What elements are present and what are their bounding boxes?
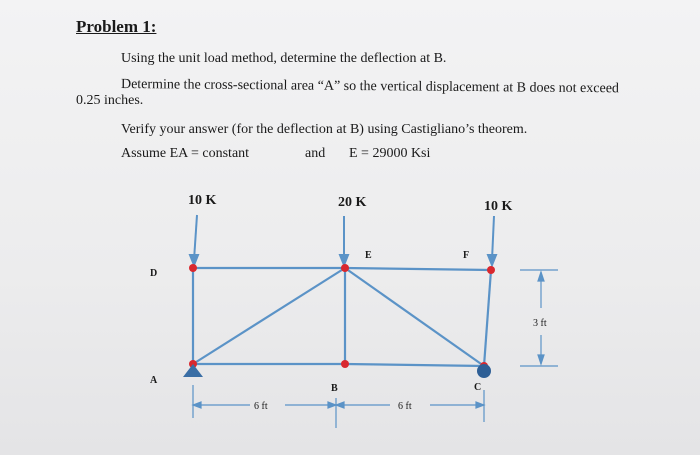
instruction-line-3: 0.25 inches. [76,93,144,108]
dim-label-left-span: 6 ft [254,401,268,412]
member-BC [345,364,484,366]
joint-F [487,266,495,274]
load-arrowhead-left [190,255,198,265]
instruction-line-1: Using the unit load method, determine the deflection at B. [121,51,447,66]
and-text: and [305,146,326,161]
load-arrowhead-middle [340,255,348,265]
problem-title: Problem 1: [76,17,157,36]
instruction-line-4: Verify your answer (for the deflection at B) using Castigliano’s theorem. [121,122,528,137]
node-label-B: B [331,383,338,394]
modulus-text: E = 29000 Ksi [349,146,431,161]
load-arrow-left [194,215,197,260]
joint-E [341,264,349,272]
pin-support-A [183,364,203,377]
member-EC [345,268,484,366]
dim-arrowhead-right-end [476,402,484,408]
dim-label-right-span: 6 ft [398,401,412,412]
load-label-middle: 20 K [338,195,367,210]
dim-arrowhead-right-start [336,402,344,408]
joint-B [341,360,349,368]
node-label-E: E [365,250,372,261]
node-label-C: C [474,382,482,393]
member-AE [193,268,345,364]
node-label-F: F [463,250,470,261]
roller-support-C [477,364,491,378]
load-arrowhead-right [488,255,496,265]
member-EF [345,268,491,270]
node-label-A: A [150,375,158,386]
load-label-right: 10 K [484,199,513,214]
dim-arrowhead-top [538,272,544,281]
dim-arrowhead-left-start [193,402,201,408]
joint-D [189,264,197,272]
dim-arrowhead-bottom [538,355,544,364]
assumption-text: Assume EA = constant [121,146,250,161]
load-arrow-right [492,216,494,260]
load-label-left: 10 K [188,193,217,208]
dim-label-height: 3 ft [533,318,547,329]
member-CF [484,270,491,366]
instruction-line-2: Determine the cross-sectional area “A” so the vertical displacement at B does not exceed [120,77,620,97]
node-label-D: D [150,268,158,279]
